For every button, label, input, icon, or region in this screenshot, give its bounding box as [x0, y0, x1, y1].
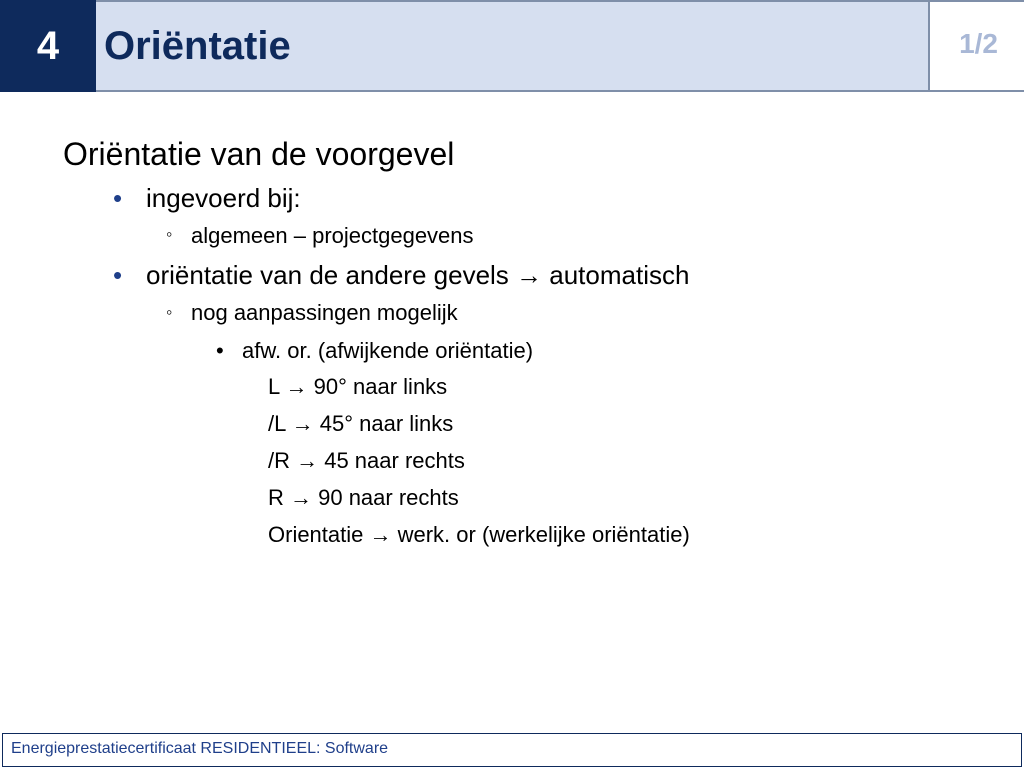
slide-footer: [2, 733, 1022, 767]
orientation-option: Orientatie → werk. or (werkelijke oriëntatie): [268, 522, 690, 547]
bullet-point-icon: •: [113, 183, 123, 213]
content-heading: Oriëntatie van de voorgevel: [63, 136, 455, 172]
hollow-bullet-icon: ◦: [166, 302, 173, 322]
hollow-bullet-icon: ◦: [166, 224, 173, 244]
list-item: oriëntatie van de andere gevels → automatisch: [146, 260, 690, 290]
bullet-point-icon: •: [216, 338, 224, 363]
list-item: afw. or. (afwijkende oriëntatie): [242, 338, 534, 363]
orientation-option: /L → 45° naar links: [268, 411, 454, 436]
orientation-option: L → 90° naar links: [268, 374, 448, 399]
orientation-option: /R → 45 naar rechts: [268, 448, 465, 473]
list-item: ingevoerd bij:: [146, 183, 301, 213]
orientation-option: R → 90 naar rechts: [268, 485, 459, 510]
list-item: algemeen – projectgegevens: [191, 223, 474, 248]
list-item: nog aanpassingen mogelijk: [191, 300, 458, 325]
section-number: 4: [0, 0, 96, 92]
page-indicator: 1/2: [959, 28, 998, 59]
footer-text: Energieprestatiecertificaat RESIDENTIEEL: Software: [11, 740, 389, 757]
slide-title: Oriëntatie: [104, 24, 291, 68]
bullet-point-icon: •: [113, 260, 123, 290]
